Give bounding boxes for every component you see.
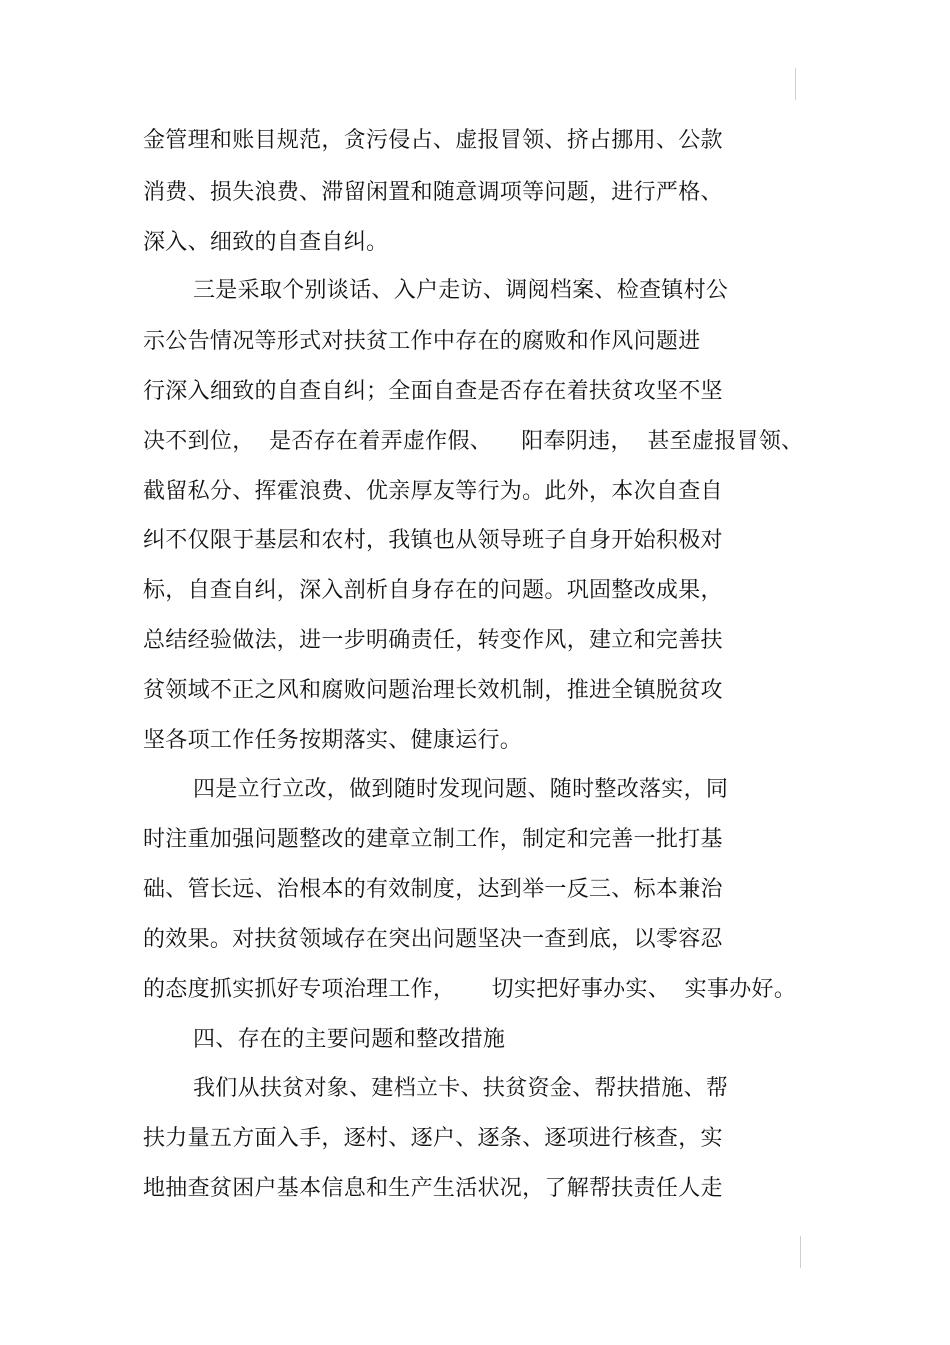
page-corner-mark-top bbox=[795, 68, 796, 100]
text-line: 截留私分、挥霍浪费、优亲厚友等行为。此外，本次自查自 bbox=[143, 479, 723, 504]
text-line: 示公告情况等形式对扶贫工作中存在的腐败和作风问题进 bbox=[143, 329, 701, 354]
section-heading: 四、存在的主要问题和整改措施 bbox=[193, 1027, 506, 1052]
text-line: 消费、损失浪费、滞留闲置和随意调项等问题，进行严格、 bbox=[143, 180, 723, 205]
text-line: 纠不仅限于基层和农村，我镇也从领导班子自身开始积极对 bbox=[143, 528, 723, 553]
text-line: 的效果。对扶贫领域存在突出问题坚决一查到底，以零容忍 bbox=[143, 927, 723, 952]
text-line: 坚各项工作任务按期落实、健康运行。 bbox=[143, 728, 523, 753]
text-line: 时注重加强问题整改的建章立制工作，制定和完善一批打基 bbox=[143, 827, 723, 852]
page-corner-mark-bottom bbox=[800, 1236, 801, 1268]
text-line: 地抽查贫困户基本信息和生产生活状况，了解帮扶责任人走 bbox=[143, 1176, 723, 1201]
paragraph-start-line: 我们从扶贫对象、建档立卡、扶贫资金、帮扶措施、帮 bbox=[193, 1076, 729, 1101]
text-line: 扶力量五方面入手，逐村、逐户、逐条、逐项进行核查，实 bbox=[143, 1126, 723, 1151]
text-line: 贫领域不正之风和腐败问题治理长效机制，推进全镇脱贫攻 bbox=[143, 678, 723, 703]
text-line: 的态度抓实抓好专项治理工作， 切实把好事办实、 实事办好。 bbox=[143, 977, 797, 1002]
paragraph-start-line: 四是立行立改，做到随时发现问题、随时整改落实，同 bbox=[193, 777, 729, 802]
paragraph-start-line: 三是采取个别谈话、入户走访、调阅档案、检查镇村公 bbox=[193, 278, 729, 303]
text-line: 础、管长远、治根本的有效制度，达到举一反三、标本兼治 bbox=[143, 877, 723, 902]
text-line: 总结经验做法，进一步明确责任，转变作风，建立和完善扶 bbox=[143, 628, 723, 653]
text-line: 深入、细致的自查自纠。 bbox=[143, 230, 389, 255]
text-line: 标，自查自纠，深入剖析自身存在的问题。巩固整改成果， bbox=[143, 578, 723, 603]
text-line: 决不到位， 是否存在着弄虚作假、 阳奉阴违， 甚至虚报冒领、 bbox=[143, 429, 804, 454]
text-line: 金管理和账目规范，贪污侵占、虚报冒领、挤占挪用、公款 bbox=[143, 128, 723, 153]
text-line: 行深入细致的自查自纠；全面自查是否存在着扶贫攻坚不坚 bbox=[143, 379, 723, 404]
